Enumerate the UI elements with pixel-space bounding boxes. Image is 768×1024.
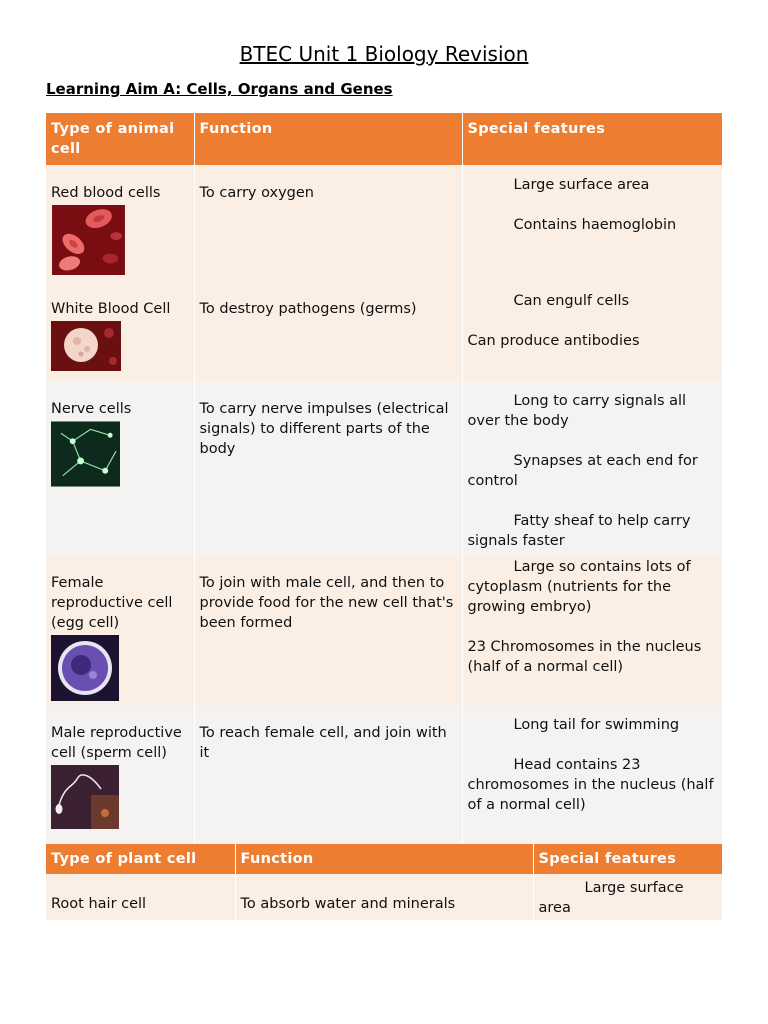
table-header-row [46,844,722,874]
feature-item: 23 Chromosomes in the nucleus (half of a normal cell) [467,639,702,675]
cell-type [46,705,194,853]
table-row [46,381,722,555]
column-header-type: Type of animal cell [46,113,194,165]
cell-features [462,705,722,853]
cell-type [46,165,194,281]
cell-type-label: White Blood Cell [51,301,171,317]
cell-function: To destroy pathogens (germs) [194,281,462,381]
cell-type-label: Female reproductive cell (egg cell) [51,575,173,631]
cell-function: To carry oxygen [194,165,462,281]
cell-type [46,555,194,705]
table-row [46,705,722,853]
feature-item: Long tail for swimming [513,717,680,733]
column-header-type: Type of plant cell [46,844,235,874]
feature-item: Large surface area [538,880,684,916]
feature-item: Long to carry signals all over the body [467,393,687,429]
sperm-cell-image [51,765,119,829]
feature-item: Large so contains lots of cytoplasm (nutrients for the growing embryo) [467,559,691,615]
feature-item: Fatty sheaf to help carry signals faster [467,513,691,549]
cell-type [46,281,194,381]
cell-type-label: Nerve cells [51,401,132,417]
feature-item: Can engulf cells [513,293,630,309]
cell-function: To reach female cell, and join with it [194,705,462,853]
learning-aim-heading: Learning Aim A: Cells, Organs and Genes [46,80,393,98]
cell-type: Root hair cell [46,874,235,920]
white-blood-cell-image [51,321,121,371]
red-blood-cells-image [51,205,126,275]
feature-item: Large surface area [513,177,650,193]
column-header-function: Function [194,113,462,165]
table-row [46,281,722,381]
table-row [46,165,722,281]
cell-type [46,381,194,555]
cell-features [462,555,722,705]
cell-features [462,381,722,555]
table-header-row [46,113,722,165]
feature-item: Contains haemoglobin [513,217,677,233]
nerve-cells-image [51,421,120,487]
cell-features [462,165,722,281]
column-header-features: Special features [533,844,722,874]
cell-type-label: Male reproductive cell (sperm cell) [51,725,182,761]
egg-cell-image [51,635,119,701]
table-row [46,874,722,920]
column-header-features: Special features [462,113,722,165]
feature-item: Synapses at each end for control [467,453,698,489]
cell-function: To carry nerve impulses (electrical signals) to different parts of the body [194,381,462,555]
cell-function: To join with male cell, and then to provide food for the new cell that's been formed [194,555,462,705]
cell-type-label: Red blood cells [51,185,161,201]
page-title: BTEC Unit 1 Biology Revision [239,42,529,66]
cell-features [462,281,722,381]
animal-cell-table [46,113,722,853]
feature-item: Head contains 23 chromosomes in the nucleus (half of a normal cell) [467,757,714,813]
feature-item: Can produce antibodies [467,333,640,349]
plant-cell-table [46,844,722,920]
cell-function: To absorb water and minerals [235,874,533,920]
column-header-function: Function [235,844,533,874]
table-row [46,555,722,705]
cell-features [533,874,722,920]
